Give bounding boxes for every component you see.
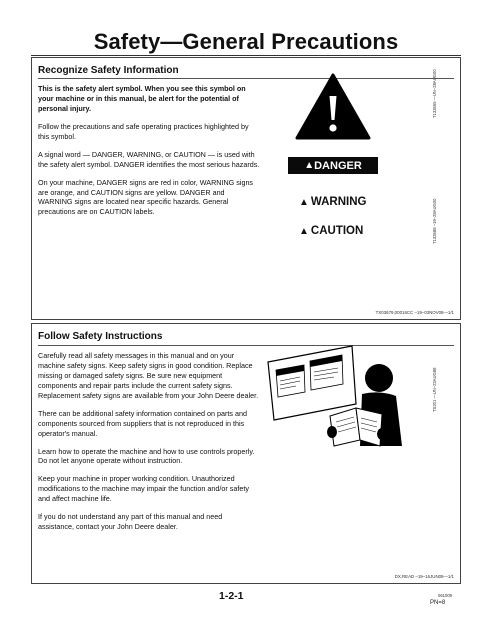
person-reading-manual-illustration <box>264 342 424 448</box>
paragraph: Learn how to operate the machine and how to use controls properly. Do not let anyone operate without instruction. <box>38 446 255 466</box>
paragraph: This is the safety alert symbol. When you see this symbol on your machine or in this manual, be alert for the potential of personal injury. <box>38 84 246 113</box>
section-title: Recognize Safety Information <box>38 65 179 76</box>
paragraph: On your machine, DANGER signs are red in color, WARNING signs are orange, and CAUTION signs are yellow. DANGER and WARNING signs are located near specific hazards. General precautions are on CAUTION labels. <box>38 177 254 217</box>
paragraph: A signal word — DANGER, WARNING, or CAUTION — is used with the safety alert symbol. DANGER identifies the most serious hazards. <box>38 149 260 169</box>
pn-code: PN=8 <box>430 600 446 606</box>
alert-triangle-icon: ▲ <box>299 225 309 237</box>
date-code: 061009 <box>438 593 452 598</box>
caution-sign <box>299 225 363 237</box>
figure-reference: T133555 —UN–28AUG00 <box>432 69 437 118</box>
danger-label: DANGER <box>314 159 362 172</box>
alert-triangle-icon: ▲ <box>304 160 315 171</box>
figure-reference: T133588 –19–28AUG00 <box>432 198 437 244</box>
section-body <box>38 84 260 225</box>
paragraph: Keep your machine in proper working condition. Unauthorized modifications to the machine may impair the function and/or safety and affect machine life. <box>38 474 249 504</box>
caution-label: CAUTION <box>310 225 364 237</box>
paragraph: If you do not understand any part of this manual and need assistance, contact your John Deere dealer. <box>38 512 223 532</box>
alert-triangle-icon: ▲ <box>299 196 309 208</box>
section-footer-reference: DX,READ –19–16JUN09—1/1 <box>394 574 454 579</box>
warning-label: WARNING <box>310 196 367 208</box>
page-number: 1-2-1 <box>219 590 244 602</box>
page-title: Safety—General Precautions <box>93 29 399 54</box>
danger-sign <box>288 157 378 174</box>
section-footer-reference: TX03679,00016CC –19–03NOV08—1/1 <box>375 310 454 315</box>
section-body <box>38 351 260 540</box>
paragraph: Follow the precautions and safe operating practices highlighted by this symbol. <box>38 121 249 141</box>
paragraph: There can be additional safety information contained on parts and components sourced from suppliers that is not reproduced in this operator's manual. <box>38 408 247 438</box>
section-recognize-safety <box>31 57 461 320</box>
safety-alert-triangle-icon <box>294 72 372 142</box>
section-title: Follow Safety Instructions <box>38 331 163 342</box>
paragraph: Carefully read all safety messages in this manual and on your machine safety signs. Keep safety signs in good condition. Replace missing or damaged safety signs. Be sure new equipment components and repair parts include the current safety signs. Replacement safety signs are available from your John Deere dealer. <box>38 351 259 400</box>
title-rule <box>31 55 461 56</box>
section-follow-instructions <box>31 323 461 584</box>
figure-reference: TS201 —UN–23AUG88 <box>432 367 437 412</box>
warning-sign <box>299 196 367 208</box>
section-divider <box>38 78 454 79</box>
